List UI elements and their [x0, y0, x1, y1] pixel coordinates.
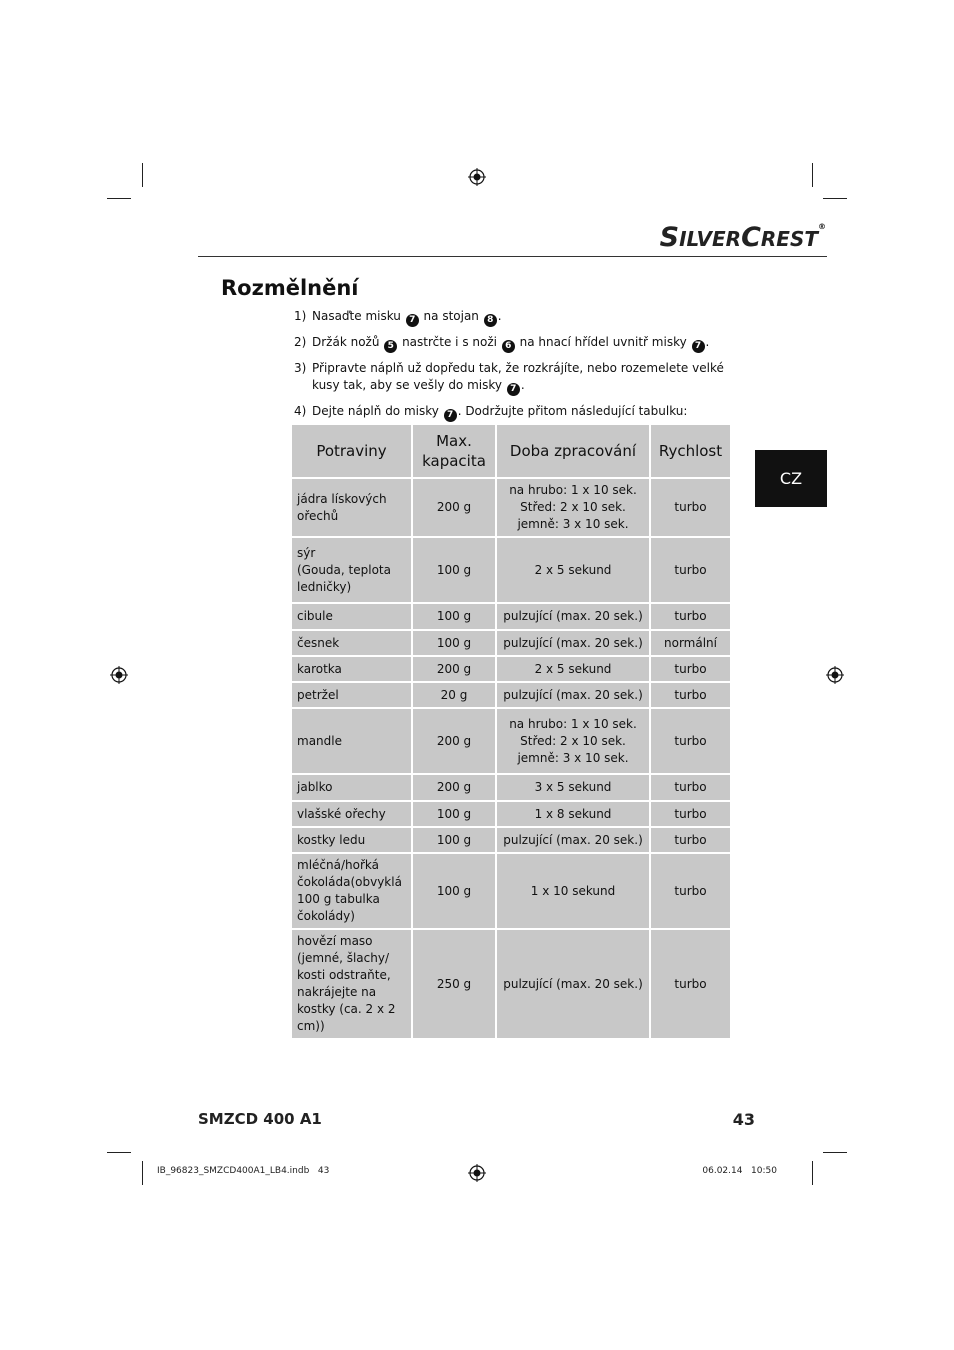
table-row	[291, 708, 731, 774]
cell-speed: turbo	[650, 537, 731, 603]
table-row	[291, 656, 731, 682]
table-row	[291, 537, 731, 603]
part-number-badge: 8	[484, 314, 497, 327]
step-number: 2)	[294, 335, 307, 349]
part-number-badge: 7	[692, 340, 705, 353]
crop-mark	[812, 1161, 813, 1185]
cell-speed: turbo	[650, 478, 731, 537]
crop-mark	[823, 198, 847, 199]
cell-time: pulzující (max. 20 sek.)	[496, 603, 650, 630]
instruction-list	[294, 308, 734, 429]
header-speed: Rychlost	[650, 424, 731, 478]
table-row	[291, 801, 731, 827]
step-text: .	[520, 378, 525, 392]
crop-mark	[812, 163, 813, 187]
page-title: Rozmělnění	[221, 276, 359, 300]
print-date-info: 06.02.14 10:50	[702, 1166, 777, 1176]
step-number: 1)	[294, 309, 307, 323]
table-row	[291, 774, 731, 801]
brand-logo: SILVERCREST®	[659, 222, 826, 253]
step-text: .	[497, 309, 502, 323]
cell-capacity: 200 g	[412, 478, 496, 537]
cell-speed: turbo	[650, 656, 731, 682]
part-number-badge: 6	[502, 340, 515, 353]
language-tab: CZ	[755, 450, 827, 507]
instruction-step	[294, 360, 734, 396]
crop-mark	[107, 1152, 131, 1153]
cell-capacity: 100 g	[412, 853, 496, 929]
cell-food: vlašské ořechy	[291, 801, 412, 827]
cell-speed: turbo	[650, 853, 731, 929]
cell-capacity: 250 g	[412, 929, 496, 1039]
cell-speed: turbo	[650, 929, 731, 1039]
part-number-badge: 7	[444, 409, 457, 422]
crop-mark	[107, 198, 131, 199]
cell-food: jablko	[291, 774, 412, 801]
table-row	[291, 682, 731, 708]
cell-speed: turbo	[650, 708, 731, 774]
cell-capacity: 200 g	[412, 774, 496, 801]
part-number-badge: 7	[406, 314, 419, 327]
cell-food: cibule	[291, 603, 412, 630]
registration-mark-icon	[110, 666, 128, 684]
cell-food: sýr (Gouda, teplota ledničky)	[291, 537, 412, 603]
cell-speed: turbo	[650, 603, 731, 630]
crop-mark	[142, 1161, 143, 1185]
step-text: nastrčte i s noži	[398, 335, 501, 349]
cell-time: pulzující (max. 20 sek.)	[496, 682, 650, 708]
cell-time: 3 x 5 sekund	[496, 774, 650, 801]
cell-time: na hrubo: 1 x 10 sek. Střed: 2 x 10 sek. jemně: 3 x 10 sek.	[496, 708, 650, 774]
cell-food: jádra lískových ořechů	[291, 478, 412, 537]
step-text: Nasaďte misku	[312, 309, 405, 323]
crop-mark	[142, 163, 143, 187]
step-number: 4)	[294, 404, 307, 418]
step-text: na stojan	[419, 309, 483, 323]
cell-speed: turbo	[650, 682, 731, 708]
cell-time: 2 x 5 sekund	[496, 656, 650, 682]
processing-table	[290, 423, 732, 1040]
cell-time: pulzující (max. 20 sek.)	[496, 929, 650, 1039]
cell-food: hovězí maso (jemné, šlachy/ kosti odstraňte, nakrájejte na kostky (ca. 2 x 2 cm))	[291, 929, 412, 1039]
cell-capacity: 100 g	[412, 827, 496, 853]
cell-capacity: 200 g	[412, 708, 496, 774]
cell-speed: turbo	[650, 801, 731, 827]
table-row	[291, 630, 731, 656]
header-food: Potraviny	[291, 424, 412, 478]
cell-speed: turbo	[650, 827, 731, 853]
table-row	[291, 853, 731, 929]
cell-capacity: 100 g	[412, 603, 496, 630]
cell-capacity: 100 g	[412, 630, 496, 656]
instruction-step	[294, 308, 734, 327]
table-row	[291, 929, 731, 1039]
model-name: SMZCD 400 A1	[198, 1110, 322, 1128]
registration-mark-icon	[826, 666, 844, 684]
cell-food: kostky ledu	[291, 827, 412, 853]
cell-capacity: 100 g	[412, 801, 496, 827]
cell-capacity: 200 g	[412, 656, 496, 682]
header-time: Doba zpracování	[496, 424, 650, 478]
instruction-step	[294, 403, 734, 422]
step-number: 3)	[294, 361, 307, 375]
crop-mark	[823, 1152, 847, 1153]
print-file-info: IB_96823_SMZCD400A1_LB4.indb 43	[157, 1166, 330, 1176]
cell-capacity: 20 g	[412, 682, 496, 708]
cell-food: karotka	[291, 656, 412, 682]
registration-mark-icon	[468, 168, 486, 186]
header-capacity: Max. kapacita	[412, 424, 496, 478]
step-text: .	[705, 335, 710, 349]
cell-food: mléčná/hořká čokoláda(obvyklá 100 g tabulka čokolády)	[291, 853, 412, 929]
step-text: na hnací hřídel uvnitř misky	[515, 335, 691, 349]
step-text: . Dodržujte přitom následující tabulku:	[457, 404, 688, 418]
cell-capacity: 100 g	[412, 537, 496, 603]
cell-time: 2 x 5 sekund	[496, 537, 650, 603]
cell-food: mandle	[291, 708, 412, 774]
cell-food: petržel	[291, 682, 412, 708]
cell-time: pulzující (max. 20 sek.)	[496, 630, 650, 656]
table-row	[291, 478, 731, 537]
table-row	[291, 827, 731, 853]
cell-speed: turbo	[650, 774, 731, 801]
cell-food: česnek	[291, 630, 412, 656]
instruction-step	[294, 334, 734, 353]
step-text: Držák nožů	[312, 335, 384, 349]
step-text: Připravte náplň už dopředu tak, že rozkrájíte, nebo rozemelete velké kusy tak, aby se vešly do misky	[312, 361, 724, 392]
page-number: 43	[732, 1110, 755, 1129]
part-number-badge: 7	[507, 383, 520, 396]
cell-time: na hrubo: 1 x 10 sek. Střed: 2 x 10 sek. jemně: 3 x 10 sek.	[496, 478, 650, 537]
table-header-row	[291, 424, 731, 478]
part-number-badge: 5	[384, 340, 397, 353]
registration-mark-icon	[468, 1164, 486, 1182]
table-row	[291, 603, 731, 630]
header-rule	[198, 256, 827, 257]
cell-time: pulzující (max. 20 sek.)	[496, 827, 650, 853]
cell-time: 1 x 8 sekund	[496, 801, 650, 827]
step-text: Dejte náplň do misky	[312, 404, 443, 418]
cell-speed: normální	[650, 630, 731, 656]
cell-time: 1 x 10 sekund	[496, 853, 650, 929]
